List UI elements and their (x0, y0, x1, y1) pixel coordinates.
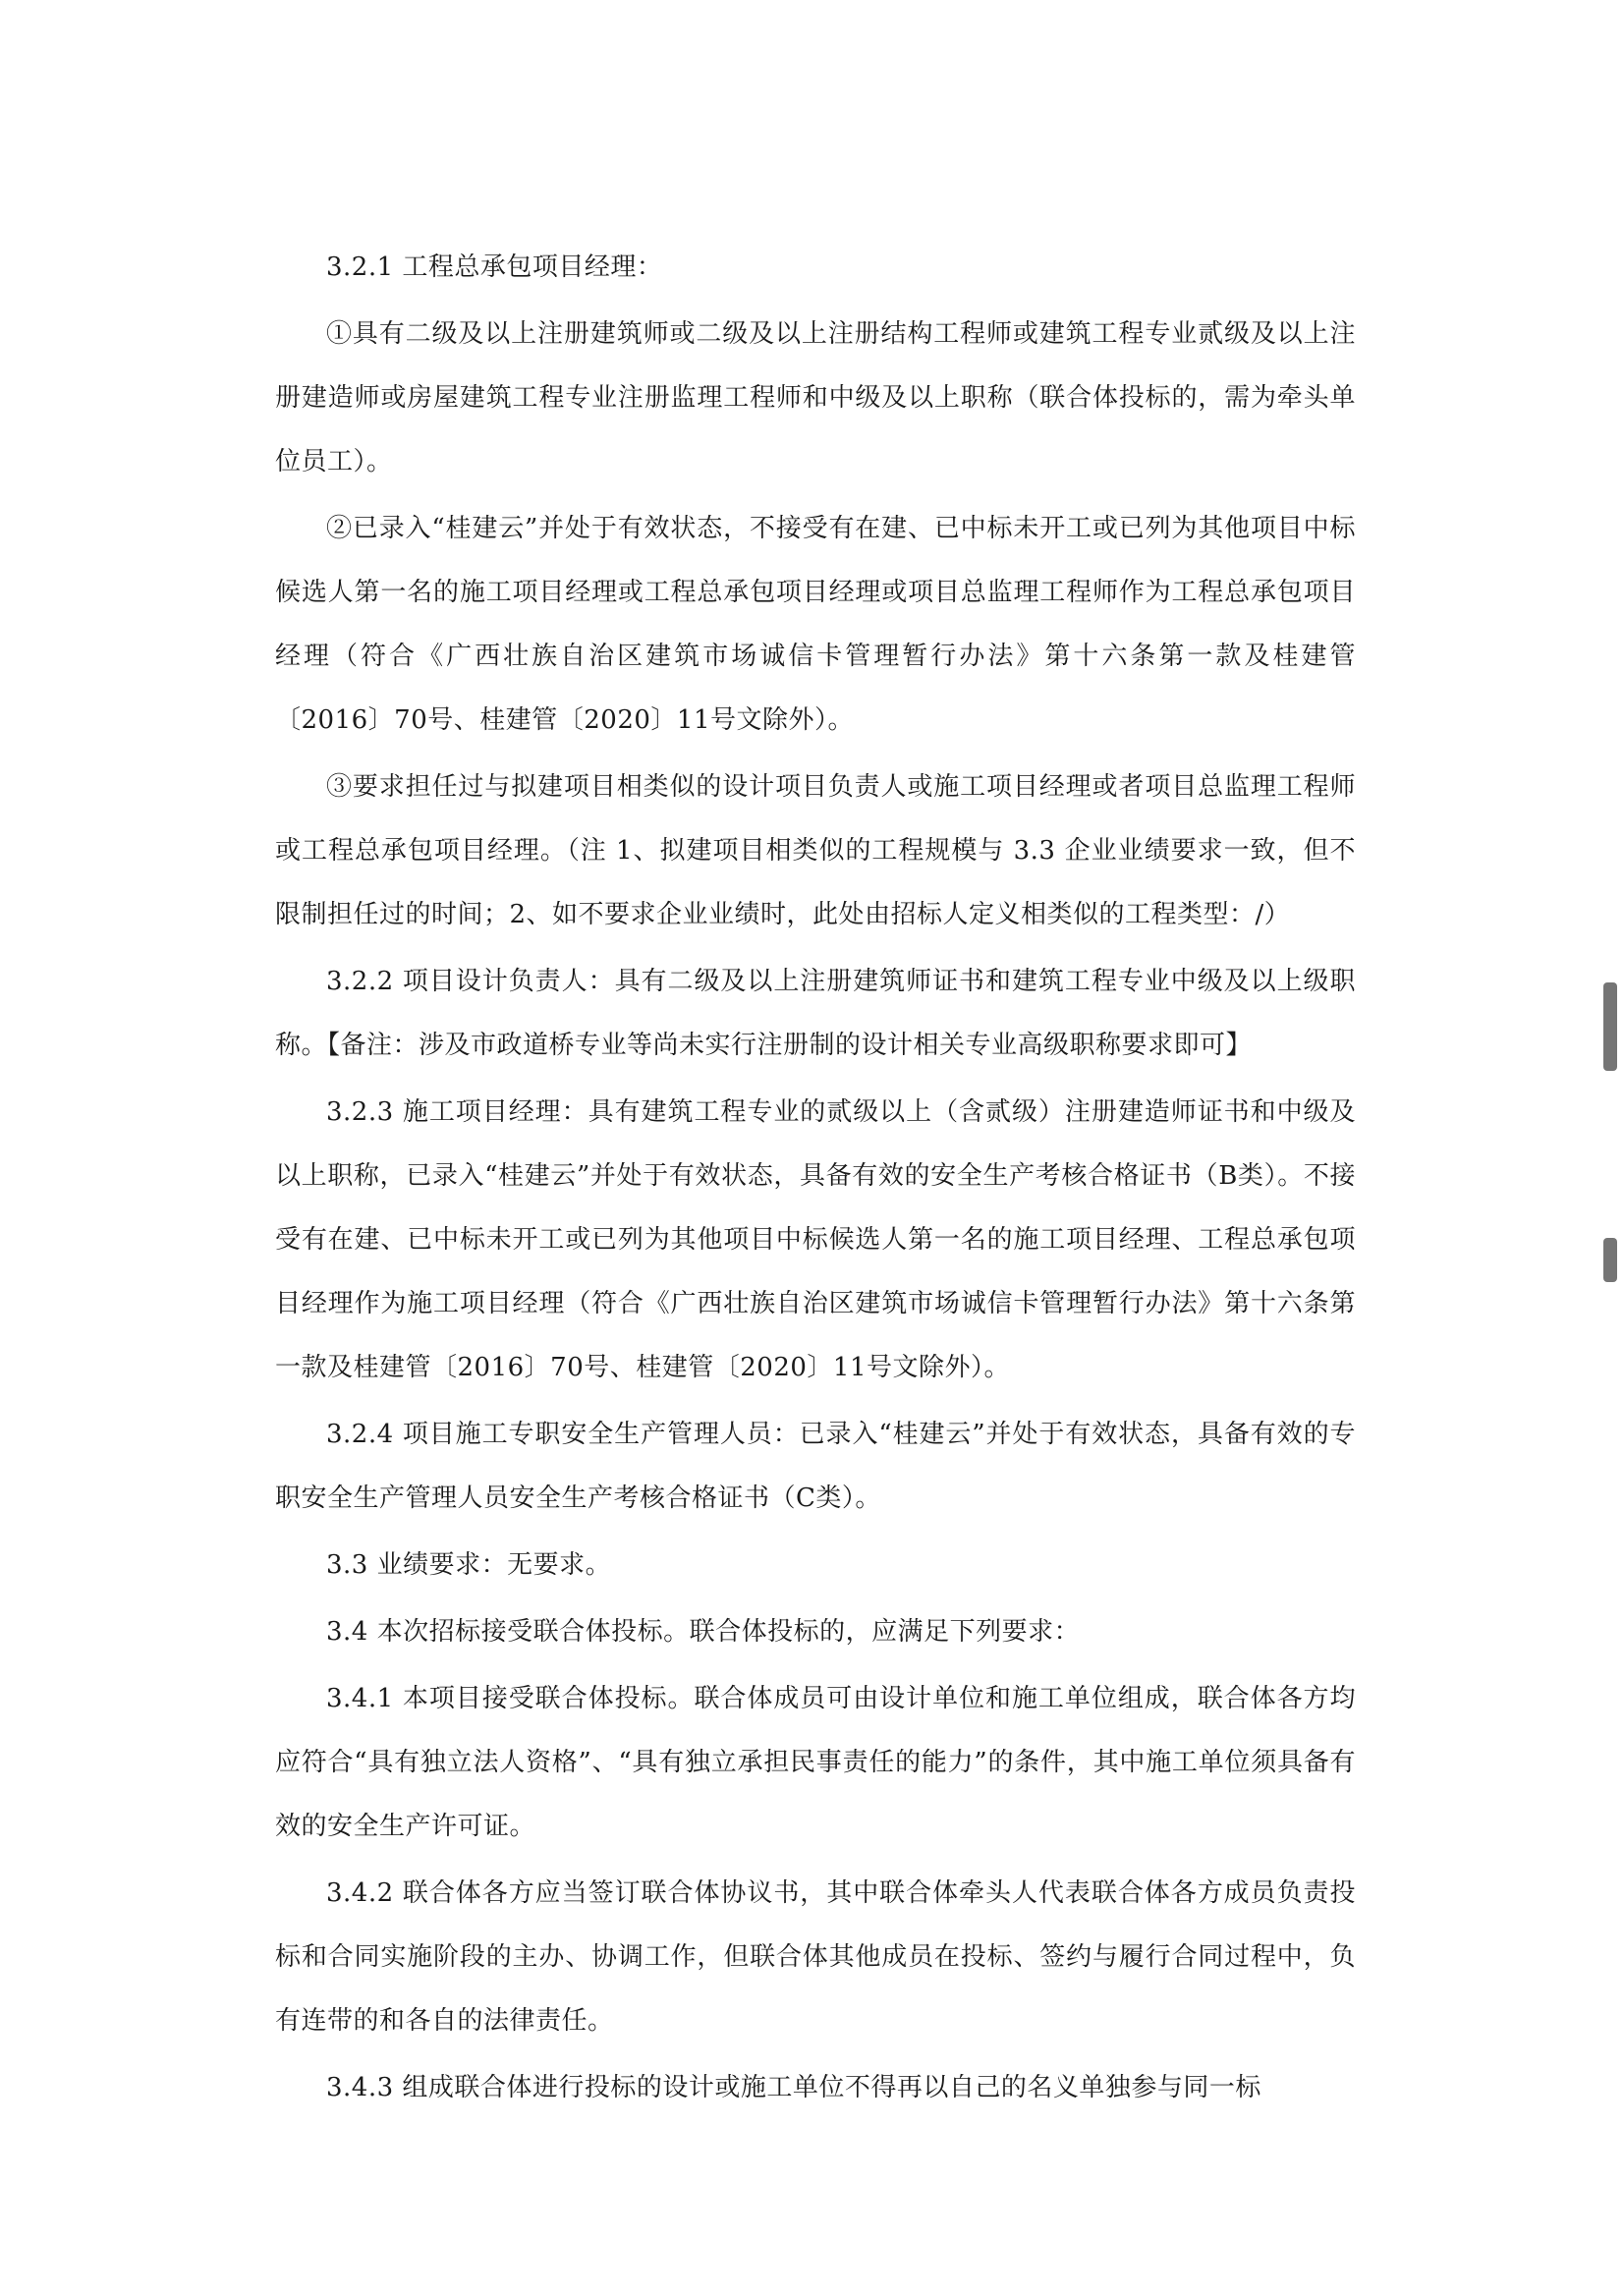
paragraph-qualification-1: ①具有二级及以上注册建筑师或二级及以上注册结构工程师或建筑工程专业贰级及以上注册建造师或房屋建筑工程专业注册监理工程师和中级及以上职称（联合体投标的，需为牵头单位员工）。 (275, 319, 1356, 476)
paragraph-3-2-2: 3.2.2 项目设计负责人：具有二级及以上注册建筑师证书和建筑工程专业中级及以上级职称。【备注：涉及市政道桥专业等尚未实行注册制的设计相关专业高级职称要求即可】 (275, 967, 1356, 1060)
paragraph-3-4-3: 3.4.3 组成联合体进行投标的设计或施工单位不得再以自己的名义单独参与同一标 (326, 2073, 1261, 2102)
paragraph-3-4: 3.4 本次招标接受联合体投标。联合体投标的，应满足下列要求： (326, 1617, 1081, 1647)
scan-edge-mark (1603, 982, 1617, 1071)
scan-edge-mark (1603, 1238, 1617, 1282)
paragraph-qualification-2: ②已录入“桂建云”并处于有效状态，不接受有在建、已中标未开工或已列为其他项目中标候选人第一名的施工项目经理或工程总承包项目经理或项目总监理工程师作为工程总承包项目经理（符合《广西壮族自治区建筑市场诚信卡管理暂行办法》第十六条第一款及桂建管〔2016〕70号、桂建管〔2020〕11号文除外）。 (275, 514, 1356, 735)
paragraph-3-4-1: 3.4.1 本项目接受联合体投标。联合体成员可由设计单位和施工单位组成，联合体各方均应符合“具有独立法人资格”、“具有独立承担民事责任的能力”的条件，其中施工单位须具备有效的安全生产许可证。 (275, 1684, 1356, 1841)
paragraph-3-2-1-heading: 3.2.1 工程总承包项目经理： (326, 252, 663, 282)
paragraph-3-2-4: 3.2.4 项目施工专职安全生产管理人员：已录入“桂建云”并处于有效状态，具备有效的专职安全生产管理人员安全生产考核合格证书（C类）。 (275, 1420, 1356, 1513)
document-body (275, 236, 1356, 2123)
paragraph-3-4-2: 3.4.2 联合体各方应当签订联合体协议书，其中联合体牵头人代表联合体各方成员负责投标和合同实施阶段的主办、协调工作，但联合体其他成员在投标、签约与履行合同过程中，负有连带的和各自的法律责任。 (275, 1878, 1356, 2036)
paragraph-3-2-3: 3.2.3 施工项目经理：具有建筑工程专业的贰级以上（含贰级）注册建造师证书和中级及以上职称，已录入“桂建云”并处于有效状态，具备有效的安全生产考核合格证书（B类）。不接受有在建、已中标未开工或已列为其他项目中标候选人第一名的施工项目经理、工程总承包项目经理作为施工项目经理（符合《广西壮族自治区建筑市场诚信卡管理暂行办法》第十六条第一款及桂建管〔2016〕70号、桂建管〔2020〕11号文除外）。 (275, 1097, 1356, 1382)
paragraph-qualification-3: ③要求担任过与拟建项目相类似的设计项目负责人或施工项目经理或者项目总监理工程师或工程总承包项目经理。（注 1、拟建项目相类似的工程规模与 3.3 企业业绩要求一致，但不限制担任过的时间；2、如不要求企业业绩时，此处由招标人定义相类似的工程类型：/） (275, 772, 1356, 929)
paragraph-3-3: 3.3 业绩要求：无要求。 (326, 1550, 612, 1580)
